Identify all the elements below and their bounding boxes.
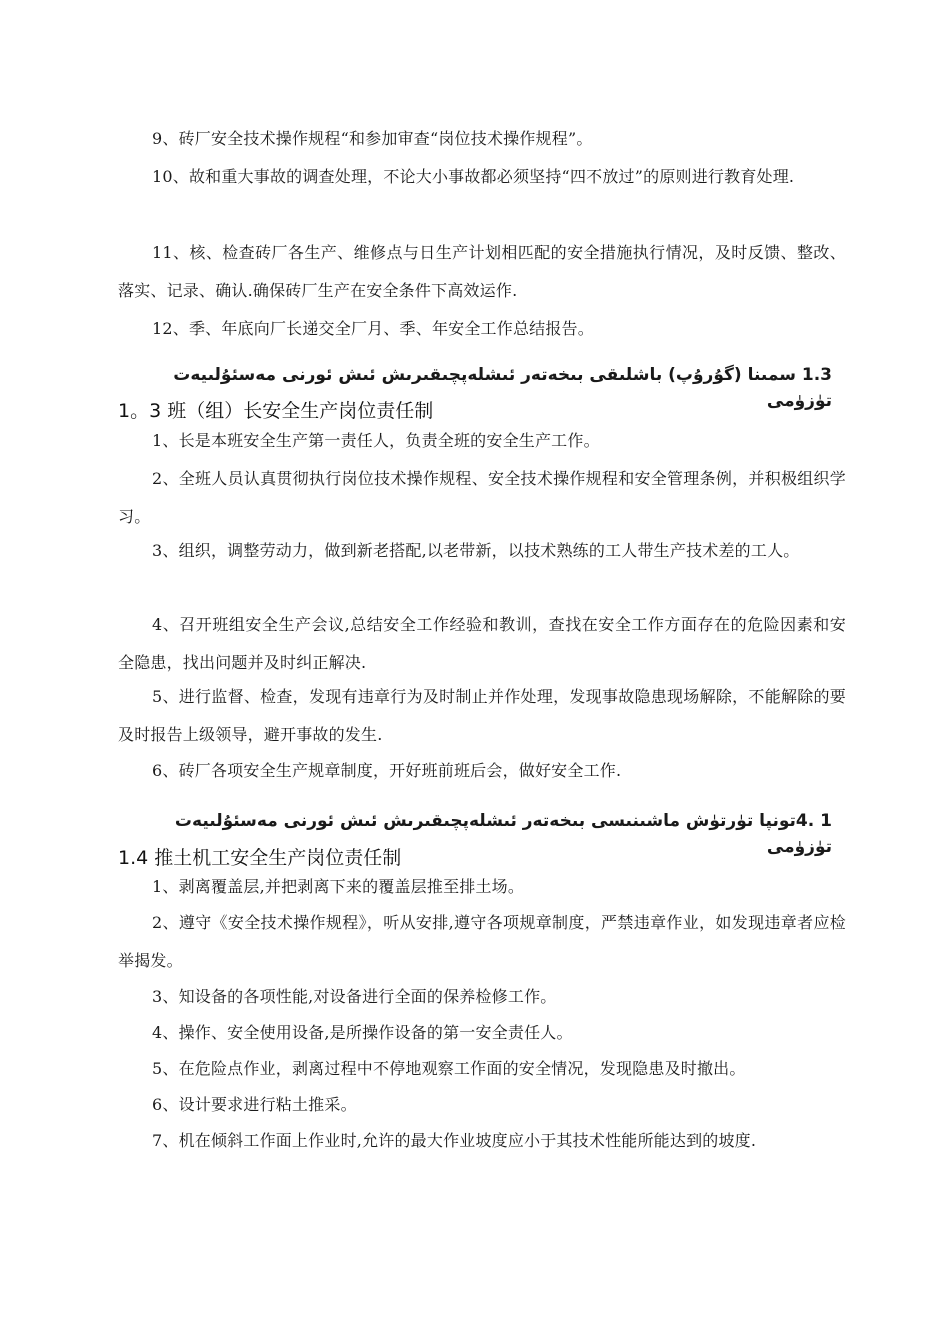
section-1-4-title: 1.4 推土机工安全生产岗位责任制 (118, 847, 402, 869)
section-1-3-item-5: 5、进行监督、检查，发现有违章行为及时制止并作处理，发现事故隐患现场解除，不能解除的要及时报告上级领导，避开事故的发生. (118, 687, 846, 744)
paragraph-item-10: 10、故和重大事故的调查处理，不论大小事故都必须坚持“四不放过”的原则进行教育处理. (152, 167, 795, 186)
section-1-3-item-6: 6、砖厂各项安全生产规章制度，开好班前班后会，做好安全工作. (152, 761, 622, 780)
section-1-3-item-1: 1、长是本班安全生产第一责任人，负责全班的安全生产工作。 (152, 431, 600, 450)
section-1-4-item-3: 3、知设备的各项性能,对设备进行全面的保养检修工作。 (152, 987, 557, 1006)
section-1-3-title: 1。3 班（组）长安全生产岗位责任制 (118, 400, 434, 422)
paragraph-item-9: 9、砖厂安全技术操作规程“和参加审查“岗位技术操作规程”。 (152, 129, 593, 148)
section-1-3-item-2: 2、全班人员认真贯彻执行岗位技术操作规程、安全技术操作规程和安全管理条例，并积极组织学习。 (118, 469, 846, 526)
paragraph-item-11: 11、核、检查砖厂各生产、维修点与日生产计划相匹配的安全措施执行情况，及时反馈、整改、落实、记录、确认.确保砖厂生产在安全条件下高效运作. (118, 243, 846, 300)
section-1-3-item-3: 3、组织，调整劳动力，做到新老搭配,以老带新，以技术熟练的工人带生产技术差的工人。 (152, 541, 800, 560)
paragraph-item-12: 12、季、年底向厂长递交全厂月、季、年安全工作总结报告。 (152, 319, 594, 338)
section-1-4-uyghur-title: 1 .4تونپا تۈرتۈش ماشىنىسى بىخەتەر ئىشلەپچىقىرىش ئىش ئورنى مەسئۇلىيەت تۈزۈمى (174, 811, 832, 857)
section-1-3-uyghur-title: 1.3 سمىنا (گۇرۇپ) باشلىقى بىخەتەر ئىشلەپچىقىرىش ئىش ئورنى مەسئۇلىيەت تۈزۈمى (173, 365, 832, 411)
section-1-4-item-6: 6、设计要求进行粘土推采。 (152, 1095, 357, 1114)
section-1-4-item-4: 4、操作、安全使用设备,是所操作设备的第一安全责任人。 (152, 1023, 573, 1042)
section-1-4-item-1: 1、剥离覆盖层,并把剥离下来的覆盖层推至排土场。 (152, 877, 525, 896)
section-1-4-item-2: 2、遵守《安全技术操作规程》，听从安排,遵守各项规章制度，严禁违章作业，如发现违章者应检举揭发。 (118, 913, 846, 970)
section-1-4-item-5: 5、在危险点作业，剥离过程中不停地观察工作面的安全情况，发现隐患及时撤出。 (152, 1059, 746, 1078)
section-1-3-item-4: 4、召开班组安全生产会议,总结安全工作经验和教训，查找在安全工作方面存在的危险因素和安全隐患，找出问题并及时纠正解决. (118, 615, 846, 672)
section-1-4-item-7: 7、机在倾斜工作面上作业时,允许的最大作业坡度应小于其技术性能所能达到的坡度. (152, 1131, 757, 1150)
